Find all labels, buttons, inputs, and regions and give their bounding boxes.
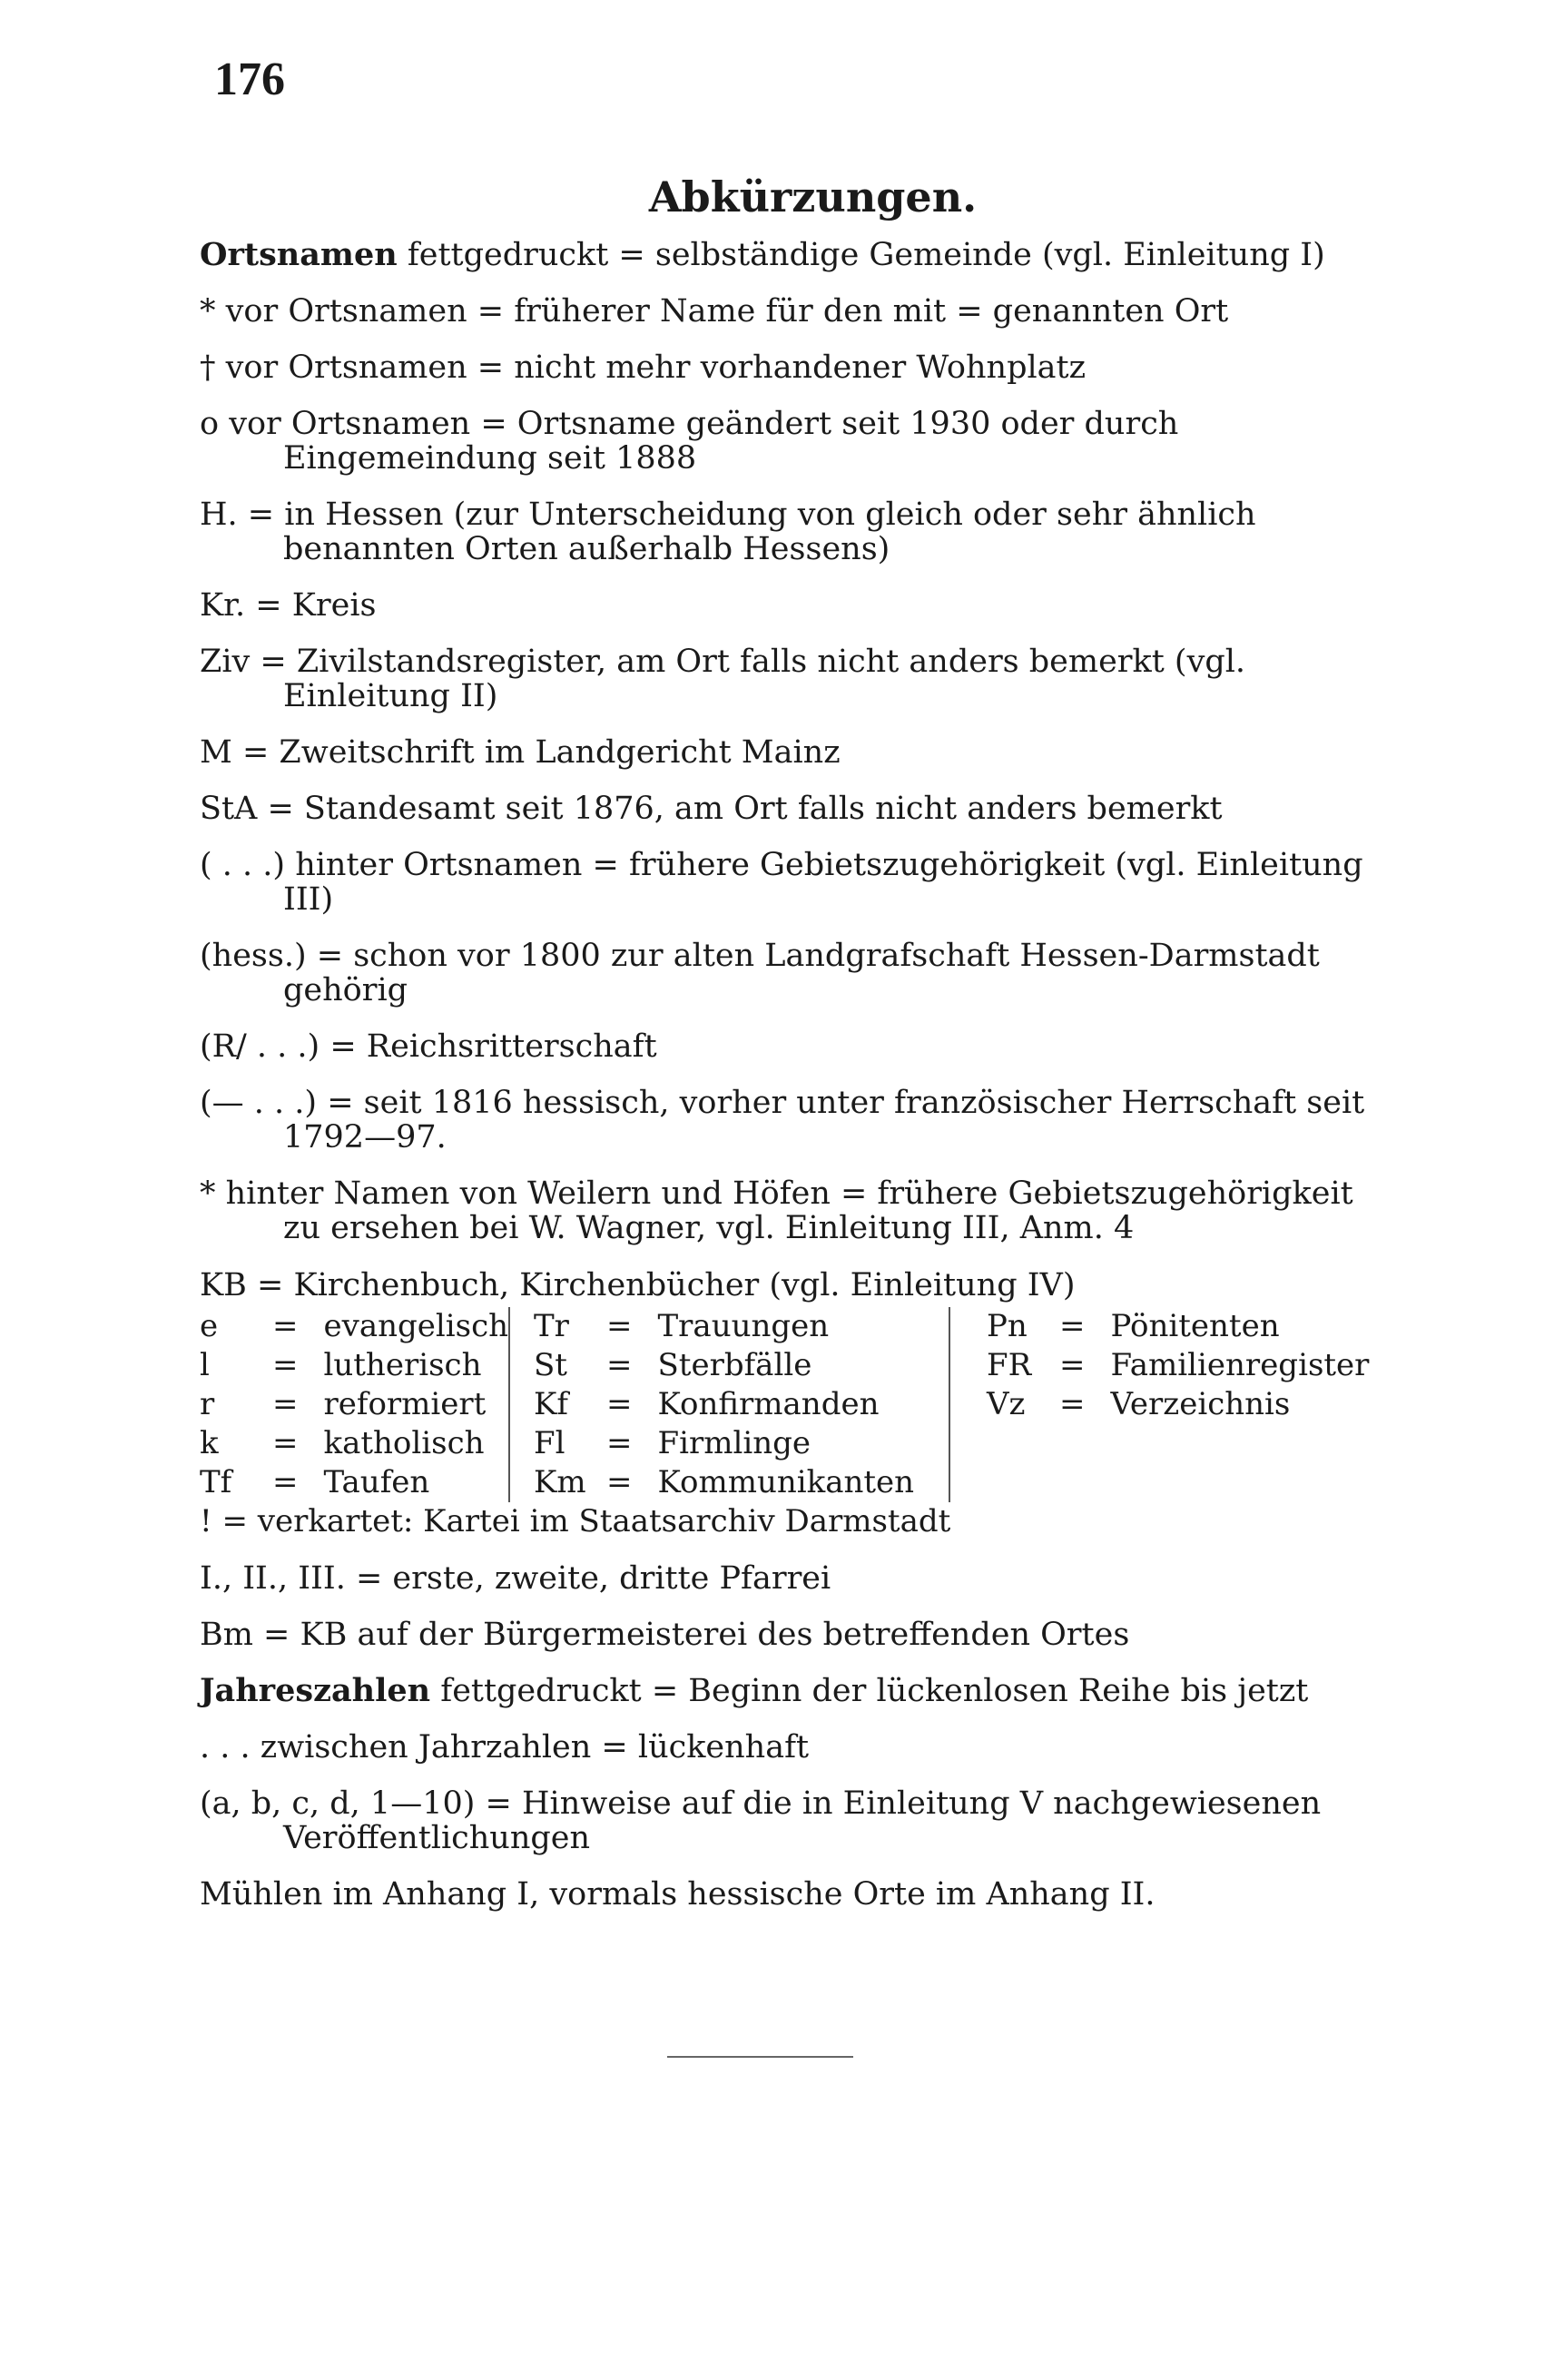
kb-meaning: Trauungen <box>657 1308 830 1344</box>
kb-meaning: Verzeichnis <box>1110 1386 1291 1422</box>
entry-lueckenhaft <box>200 1730 1371 1765</box>
equals-sign: = <box>272 1347 299 1383</box>
equals-sign: = <box>606 1386 633 1422</box>
entry-text: H. = in Hessen (zur Unterscheidung von gleich oder sehr ähnlich benannten Orten außerhalb Hessens) <box>200 497 1256 567</box>
kb-abbr: St <box>534 1347 567 1383</box>
entry-text: Mühlen im Anhang I, vormals hessische Orte im Anhang II. <box>200 1876 1156 1913</box>
entry-text: (R/ . . .) = Reichsritterschaft <box>200 1028 657 1065</box>
entry-ortsnamen <box>200 238 1371 272</box>
page-number: 176 <box>214 54 285 105</box>
entry-text: fettgedruckt = Beginn der lückenlosen Reihe bis jetzt <box>430 1673 1309 1709</box>
kb-row <box>987 1385 1371 1424</box>
entry-term: Ortsnamen <box>200 236 398 273</box>
entry-text: * vor Ortsnamen = früherer Name für den mit = genannten Ort <box>200 293 1229 329</box>
kb-abbr: r <box>200 1386 215 1422</box>
kb-abbr: Vz <box>987 1386 1026 1422</box>
end-rule <box>667 2056 853 2058</box>
entry-franzoesisch <box>200 1086 1371 1155</box>
equals-sign: = <box>606 1425 633 1461</box>
entry-text: . . . zwischen Jahrzahlen = lückenhaft <box>200 1729 810 1765</box>
kb-row <box>200 1307 536 1346</box>
kb-row <box>987 1307 1371 1346</box>
kb-abbr: FR <box>987 1347 1032 1383</box>
entry-text: I., II., III. = erste, zweite, dritte Pfarrei <box>200 1560 831 1597</box>
entry-circle <box>200 407 1371 476</box>
equals-sign: = <box>272 1425 299 1461</box>
kb-column-2 <box>508 1307 1003 1502</box>
equals-sign: = <box>606 1464 633 1500</box>
entry-kreis <box>200 588 1371 623</box>
kb-abbr: Km <box>534 1464 586 1500</box>
kb-row <box>987 1346 1371 1385</box>
equals-sign: = <box>272 1464 299 1500</box>
kb-meaning: Familienregister <box>1110 1347 1370 1383</box>
kb-abbreviation-table <box>200 1307 1371 1502</box>
entry-hessen <box>200 497 1371 566</box>
kb-row <box>200 1346 536 1385</box>
entry-hess <box>200 939 1371 1008</box>
kb-meaning: Firmlinge <box>657 1425 811 1461</box>
kb-meaning: katholisch <box>323 1425 485 1461</box>
entry-term: Jahreszahlen <box>200 1672 431 1709</box>
entry-text: ( . . .) hinter Ortsnamen = frühere Gebietszugehörigkeit (vgl. Einleitung III) <box>200 847 1363 918</box>
kb-abbr: Fl <box>534 1425 565 1461</box>
kb-row <box>534 1385 1003 1424</box>
abbreviation-list <box>200 238 1371 1933</box>
kb-row <box>200 1385 536 1424</box>
entry-text: StA = Standesamt seit 1876, am Ort falls nicht anders bemerkt <box>200 791 1223 827</box>
kb-meaning: lutherisch <box>323 1347 482 1383</box>
kb-abbr: Pn <box>987 1308 1028 1344</box>
kb-heading: KB = Kirchenbuch, Kirchenbücher (vgl. Einleitung IV) <box>200 1267 1076 1303</box>
kb-meaning: evangelisch <box>323 1308 509 1344</box>
kb-abbr: Tf <box>200 1464 232 1500</box>
kb-abbr: Tr <box>534 1308 569 1344</box>
kb-row <box>200 1463 536 1502</box>
entry-text: Ziv = Zivilstandsregister, am Ort falls nicht anders bemerkt (vgl. Einleitung II) <box>200 644 1246 714</box>
kb-row <box>534 1307 1003 1346</box>
equals-sign: = <box>272 1308 299 1344</box>
entry-text: fettgedruckt = selbständige Gemeinde (vgl. Einleitung I) <box>397 237 1325 273</box>
equals-sign: = <box>606 1308 633 1344</box>
entry-gebiet <box>200 848 1371 917</box>
kb-row <box>534 1463 1003 1502</box>
entry-text: (hess.) = schon vor 1800 zur alten Landgrafschaft Hessen-Darmstadt gehörig <box>200 938 1320 1008</box>
equals-sign: = <box>1059 1308 1086 1344</box>
entry-hinweise <box>200 1786 1371 1855</box>
kb-meaning: Pönitenten <box>1110 1308 1280 1344</box>
equals-sign: = <box>1059 1347 1086 1383</box>
equals-sign: = <box>606 1347 633 1383</box>
entry-text: (a, b, c, d, 1—10) = Hinweise auf die in Einleitung V nachgewiesenen Veröffentlichungen <box>200 1785 1322 1856</box>
kb-abbr: e <box>200 1308 219 1344</box>
kirchenbuch-block <box>200 1267 1371 1541</box>
entry-ziv <box>200 644 1371 713</box>
entry-dagger <box>200 350 1371 385</box>
entry-muehlen <box>200 1877 1371 1912</box>
entry-text: M = Zweitschrift im Landgericht Mainz <box>200 734 841 771</box>
kb-row <box>534 1346 1003 1385</box>
kb-meaning: Sterbfälle <box>657 1347 812 1383</box>
entry-text: Kr. = Kreis <box>200 587 377 624</box>
kb-column-1 <box>200 1307 536 1502</box>
kb-meaning: Kommunikanten <box>657 1464 915 1500</box>
entry-text: * hinter Namen von Weilern und Höfen = frühere Gebietszugehörigkeit zu ersehen bei W. Wagner, vgl. Einleitung III, Anm. 4 <box>200 1175 1353 1246</box>
entry-asterisk-after <box>200 1176 1371 1245</box>
entry-text: (— . . .) = seit 1816 hessisch, vorher unter französischer Herrschaft seit 1792—97. <box>200 1085 1365 1156</box>
equals-sign: = <box>1059 1386 1086 1422</box>
kb-meaning: Konfirmanden <box>657 1386 880 1422</box>
kb-meaning: reformiert <box>323 1386 487 1422</box>
kb-row <box>534 1424 1003 1463</box>
entry-text: o vor Ortsnamen = Ortsname geändert seit 1930 oder durch Eingemeindung seit 1888 <box>200 406 1179 477</box>
entry-standesamt <box>200 792 1371 826</box>
entry-text: † vor Ortsnamen = nicht mehr vorhandener Wohnplatz <box>200 349 1087 386</box>
entry-buergermeisterei <box>200 1618 1371 1652</box>
entry-jahreszahlen <box>200 1674 1371 1708</box>
kb-abbr: k <box>200 1425 219 1461</box>
equals-sign: = <box>272 1386 299 1422</box>
entry-text: Bm = KB auf der Bürgermeisterei des betreffenden Ortes <box>200 1617 1130 1653</box>
kb-meaning: Taufen <box>323 1464 430 1500</box>
kb-column-3 <box>949 1307 1371 1502</box>
kb-abbr: l <box>200 1347 210 1383</box>
kb-abbr: Kf <box>534 1386 568 1422</box>
entry-pfarrei <box>200 1561 1371 1596</box>
kb-verkartet: ! = verkartet: Kartei im Staatsarchiv Darmstadt <box>200 1503 951 1539</box>
entry-mainz <box>200 735 1371 770</box>
entry-asterisk-before <box>200 294 1371 329</box>
page-title: Abkürzungen. <box>648 172 978 221</box>
entry-reichsritterschaft <box>200 1029 1371 1064</box>
kb-row <box>200 1424 536 1463</box>
